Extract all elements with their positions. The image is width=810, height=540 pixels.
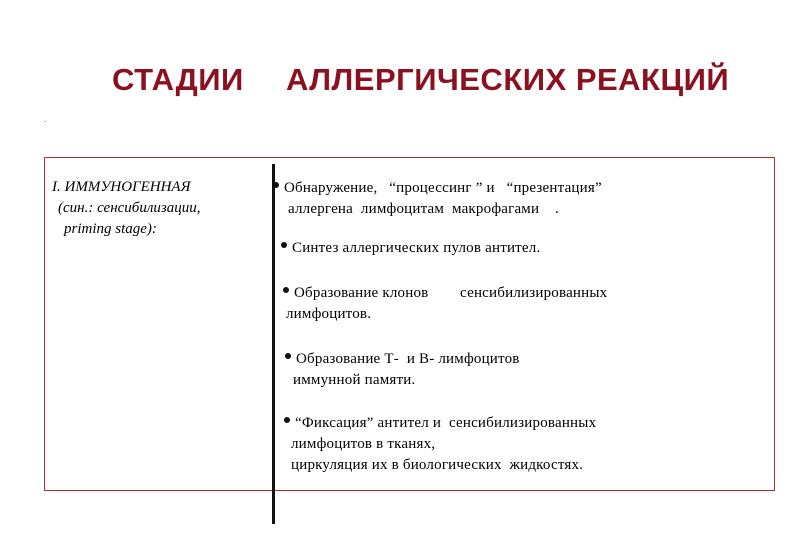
bullet-text-line: аллергена лимфоцитам макрофагами . bbox=[288, 201, 559, 217]
stage-label bbox=[52, 177, 267, 240]
small-dot-mark: . bbox=[44, 114, 47, 124]
bullet-text-line: Обнаружение, “процессинг ” и “презентация” bbox=[284, 180, 602, 196]
bullet-item-antibody-synthesis bbox=[281, 238, 540, 259]
bullet-dot-icon bbox=[281, 242, 287, 248]
bullet-text-line: циркуляция их в биологических жидкостях. bbox=[291, 457, 584, 473]
bullet-item-fixation bbox=[284, 413, 596, 476]
bullet-text-line: лимфоцитов в тканях, bbox=[291, 436, 436, 452]
bullet-item-clone-formation bbox=[283, 283, 607, 325]
bullet-text-line: “Фиксация” антител и сенсибилизированных bbox=[295, 415, 597, 431]
bullet-text-line: иммунной памяти. bbox=[293, 372, 416, 388]
stage-name: I. ИММУНОГЕННАЯ bbox=[52, 179, 191, 195]
bullet-item-memory-lymphocytes bbox=[285, 349, 520, 391]
title-part-allergic-reactions: АЛЛЕРГИЧЕСКИХ РЕАКЦИЙ bbox=[286, 62, 730, 97]
bullet-dot-icon bbox=[273, 182, 279, 188]
bullet-dot-icon bbox=[283, 287, 289, 293]
slide-title bbox=[0, 58, 810, 108]
bullet-dot-icon bbox=[284, 417, 290, 423]
bullet-text-line: Синтез аллергических пулов антител. bbox=[292, 240, 541, 256]
bullet-dot-icon bbox=[285, 353, 291, 359]
title-part-stages: СТАДИИ bbox=[112, 62, 244, 97]
stage-synonym: (син.: сенсибилизации, bbox=[58, 200, 201, 216]
bullet-text-line: Образование клонов сенсибилизированных bbox=[294, 285, 608, 301]
bullet-item-detection bbox=[273, 178, 602, 220]
bullet-text-line: лимфоцитов. bbox=[286, 306, 372, 322]
stage-english-name: priming stage): bbox=[64, 221, 157, 237]
bullet-text-line: Образование Т- и В- лимфоцитов bbox=[296, 351, 520, 367]
